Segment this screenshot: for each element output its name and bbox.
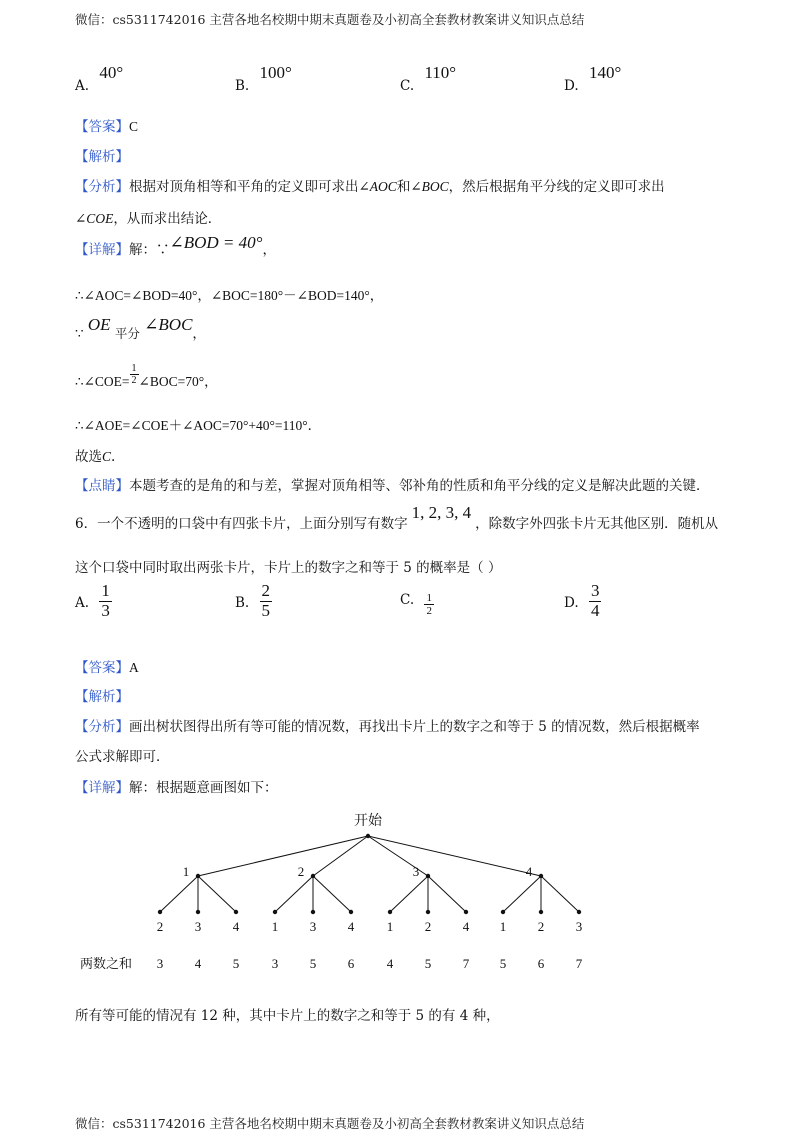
q6-analysis-tag: 【解析】 [75, 689, 129, 705]
q5-analysis-tag: 【解析】 [75, 149, 129, 165]
tree-leaf-label: 3 [575, 919, 583, 934]
q6-stem-line2: 这个口袋中同时取出两张卡片，卡片上的数字之和等于 5 的概率是（ ） [75, 560, 502, 576]
q5-option-b: B. 100° [235, 63, 292, 94]
q5-step4: ∴∠AOE=∠COE＋∠AOC=70°+40°=110°． [75, 418, 322, 433]
q6-xiangjie: 【详解】解：根据题意画图如下： [75, 780, 278, 796]
page-header: 微信：cs5311742016 主营各地名校期中期末真题卷及小初高全套教材教案讲义知识点总结 [75, 12, 585, 27]
q6-stem-line1: 6．一个不透明的口袋中有四张卡片，上面分别写有数字1, 2, 3, 4，除数字外四张卡片无其他区别．随机从 [75, 503, 719, 532]
q5-conclusion: 故选C. [75, 449, 116, 465]
tree-leaf-edge [503, 876, 541, 912]
tree-leaf-node [158, 910, 162, 914]
tree-sum-value: 5 [424, 956, 432, 971]
tree-diagram [0, 800, 800, 980]
tree-leaf-edge [428, 876, 466, 912]
tree-leaf-node [196, 910, 200, 914]
tree-leaf-label: 1 [271, 919, 279, 934]
tree-sum-value: 6 [537, 956, 545, 971]
tree-leaf-node [273, 910, 277, 914]
tree-leaf-label: 3 [194, 919, 202, 934]
tree-sum-value: 5 [232, 956, 240, 971]
tree-leaf-edge [160, 876, 198, 912]
tree-leaf-label: 1 [386, 919, 394, 934]
tree-sum-value: 3 [271, 956, 279, 971]
tree-leaf-node [426, 910, 430, 914]
tree-leaf-label: 2 [424, 919, 432, 934]
q5-step3: ∴∠COE= $\frac{1}{2}$ ∠BOC=70°， [75, 363, 218, 389]
tree-leaf-label: 4 [462, 919, 470, 934]
tree-branch-node [426, 874, 430, 878]
tree-leaf-edge [313, 876, 351, 912]
half-fraction: $\frac{1}{2}$ [131, 363, 137, 387]
tree-leaf-edge [390, 876, 428, 912]
tree-leaf-edge [541, 876, 579, 912]
tree-sum-value: 6 [347, 956, 355, 971]
tree-branch-label: 3 [412, 864, 420, 879]
tree-leaf-edge [275, 876, 313, 912]
tree-leaf-label: 4 [347, 919, 355, 934]
tree-branch-node [539, 874, 543, 878]
tree-branch-node [311, 874, 315, 878]
tree-sum-value: 4 [386, 956, 394, 971]
page-footer: 微信：cs5311742016 主营各地名校期中期末真题卷及小初高全套教材教案讲义知识点总结 [75, 1116, 585, 1131]
tree-leaf-node [311, 910, 315, 914]
tree-branch-edge [368, 836, 541, 876]
tree-branch-edge [198, 836, 368, 876]
q5-option-a: A. 40° [75, 63, 124, 94]
tree-leaf-label: 3 [309, 919, 317, 934]
tree-leaf-node [539, 910, 543, 914]
tree-root-node [366, 834, 370, 838]
q5-step1: ∴∠AOC=∠BOD=40°，∠BOC=180°－∠BOD=140°， [75, 288, 384, 303]
tree-sum-value: 4 [194, 956, 202, 971]
q6-fenxi-line1: 【分析】画出树状图得出所有等可能的情况数，再找出卡片上的数字之和等于 5 的情况数，然后根据概率 [75, 719, 700, 735]
tree-leaf-node [234, 910, 238, 914]
q6-fenxi-line2: 公式求解即可． [75, 749, 170, 765]
q5-xiangjie: 【详解】解：∵∠BOD = 40°， [75, 233, 276, 258]
tree-sum-value: 7 [462, 956, 470, 971]
q5-answer: 【答案】C [75, 119, 139, 135]
tree-leaf-node [349, 910, 353, 914]
tree-sum-value: 5 [309, 956, 317, 971]
q5-dianjing: 【点睛】本题考查的是角的和与差，掌握对顶角相等、邻补角的性质和角平分线的定义是解决此题的关键． [75, 478, 710, 494]
tree-sum-value: 5 [499, 956, 507, 971]
q5-fenxi-line2: ∠COE，从而求出结论． [75, 211, 222, 227]
q5-option-d: D. 140° [564, 63, 622, 94]
tree-branch-label: 4 [525, 864, 533, 879]
tree-root-label: 开始 [354, 813, 382, 829]
tree-branch-label: 1 [182, 864, 190, 879]
q6-option-d: D. $\frac{3}{4}$ [564, 581, 600, 620]
tree-sum-value: 7 [575, 956, 583, 971]
q6-answer: 【答案】A [75, 660, 139, 676]
q5-step2: ∵ OE 平分 ∠BOC， [75, 315, 206, 342]
q5-fenxi-line1: 【分析】根据对顶角相等和平角的定义即可求出∠AOC和∠BOC，然后根据角平分线的定义即可求出 [75, 179, 665, 195]
q5-option-c: C. 110° [400, 63, 457, 94]
tree-leaf-label: 4 [232, 919, 240, 934]
tree-leaf-node [388, 910, 392, 914]
tree-sum-row-label: 两数之和 [80, 957, 133, 972]
tree-sum-value: 3 [156, 956, 164, 971]
tree-branch-node [196, 874, 200, 878]
q6-option-a: A. $\frac{1}{3}$ [75, 581, 110, 620]
tree-leaf-label: 2 [156, 919, 164, 934]
tree-branch-label: 2 [297, 864, 305, 879]
tree-leaf-label: 1 [499, 919, 507, 934]
q6-option-c: C. $\frac{1}{2}$ [400, 592, 432, 618]
q6-conclusion: 所有等可能的情况有 12 种，其中卡片上的数字之和等于 5 的有 4 种， [75, 1008, 500, 1024]
tree-leaf-node [577, 910, 581, 914]
tree-leaf-edge [198, 876, 236, 912]
q6-option-b: B. $\frac{2}{5}$ [235, 581, 271, 620]
tree-leaf-node [464, 910, 468, 914]
tree-leaf-label: 2 [537, 919, 545, 934]
tree-leaf-node [501, 910, 505, 914]
